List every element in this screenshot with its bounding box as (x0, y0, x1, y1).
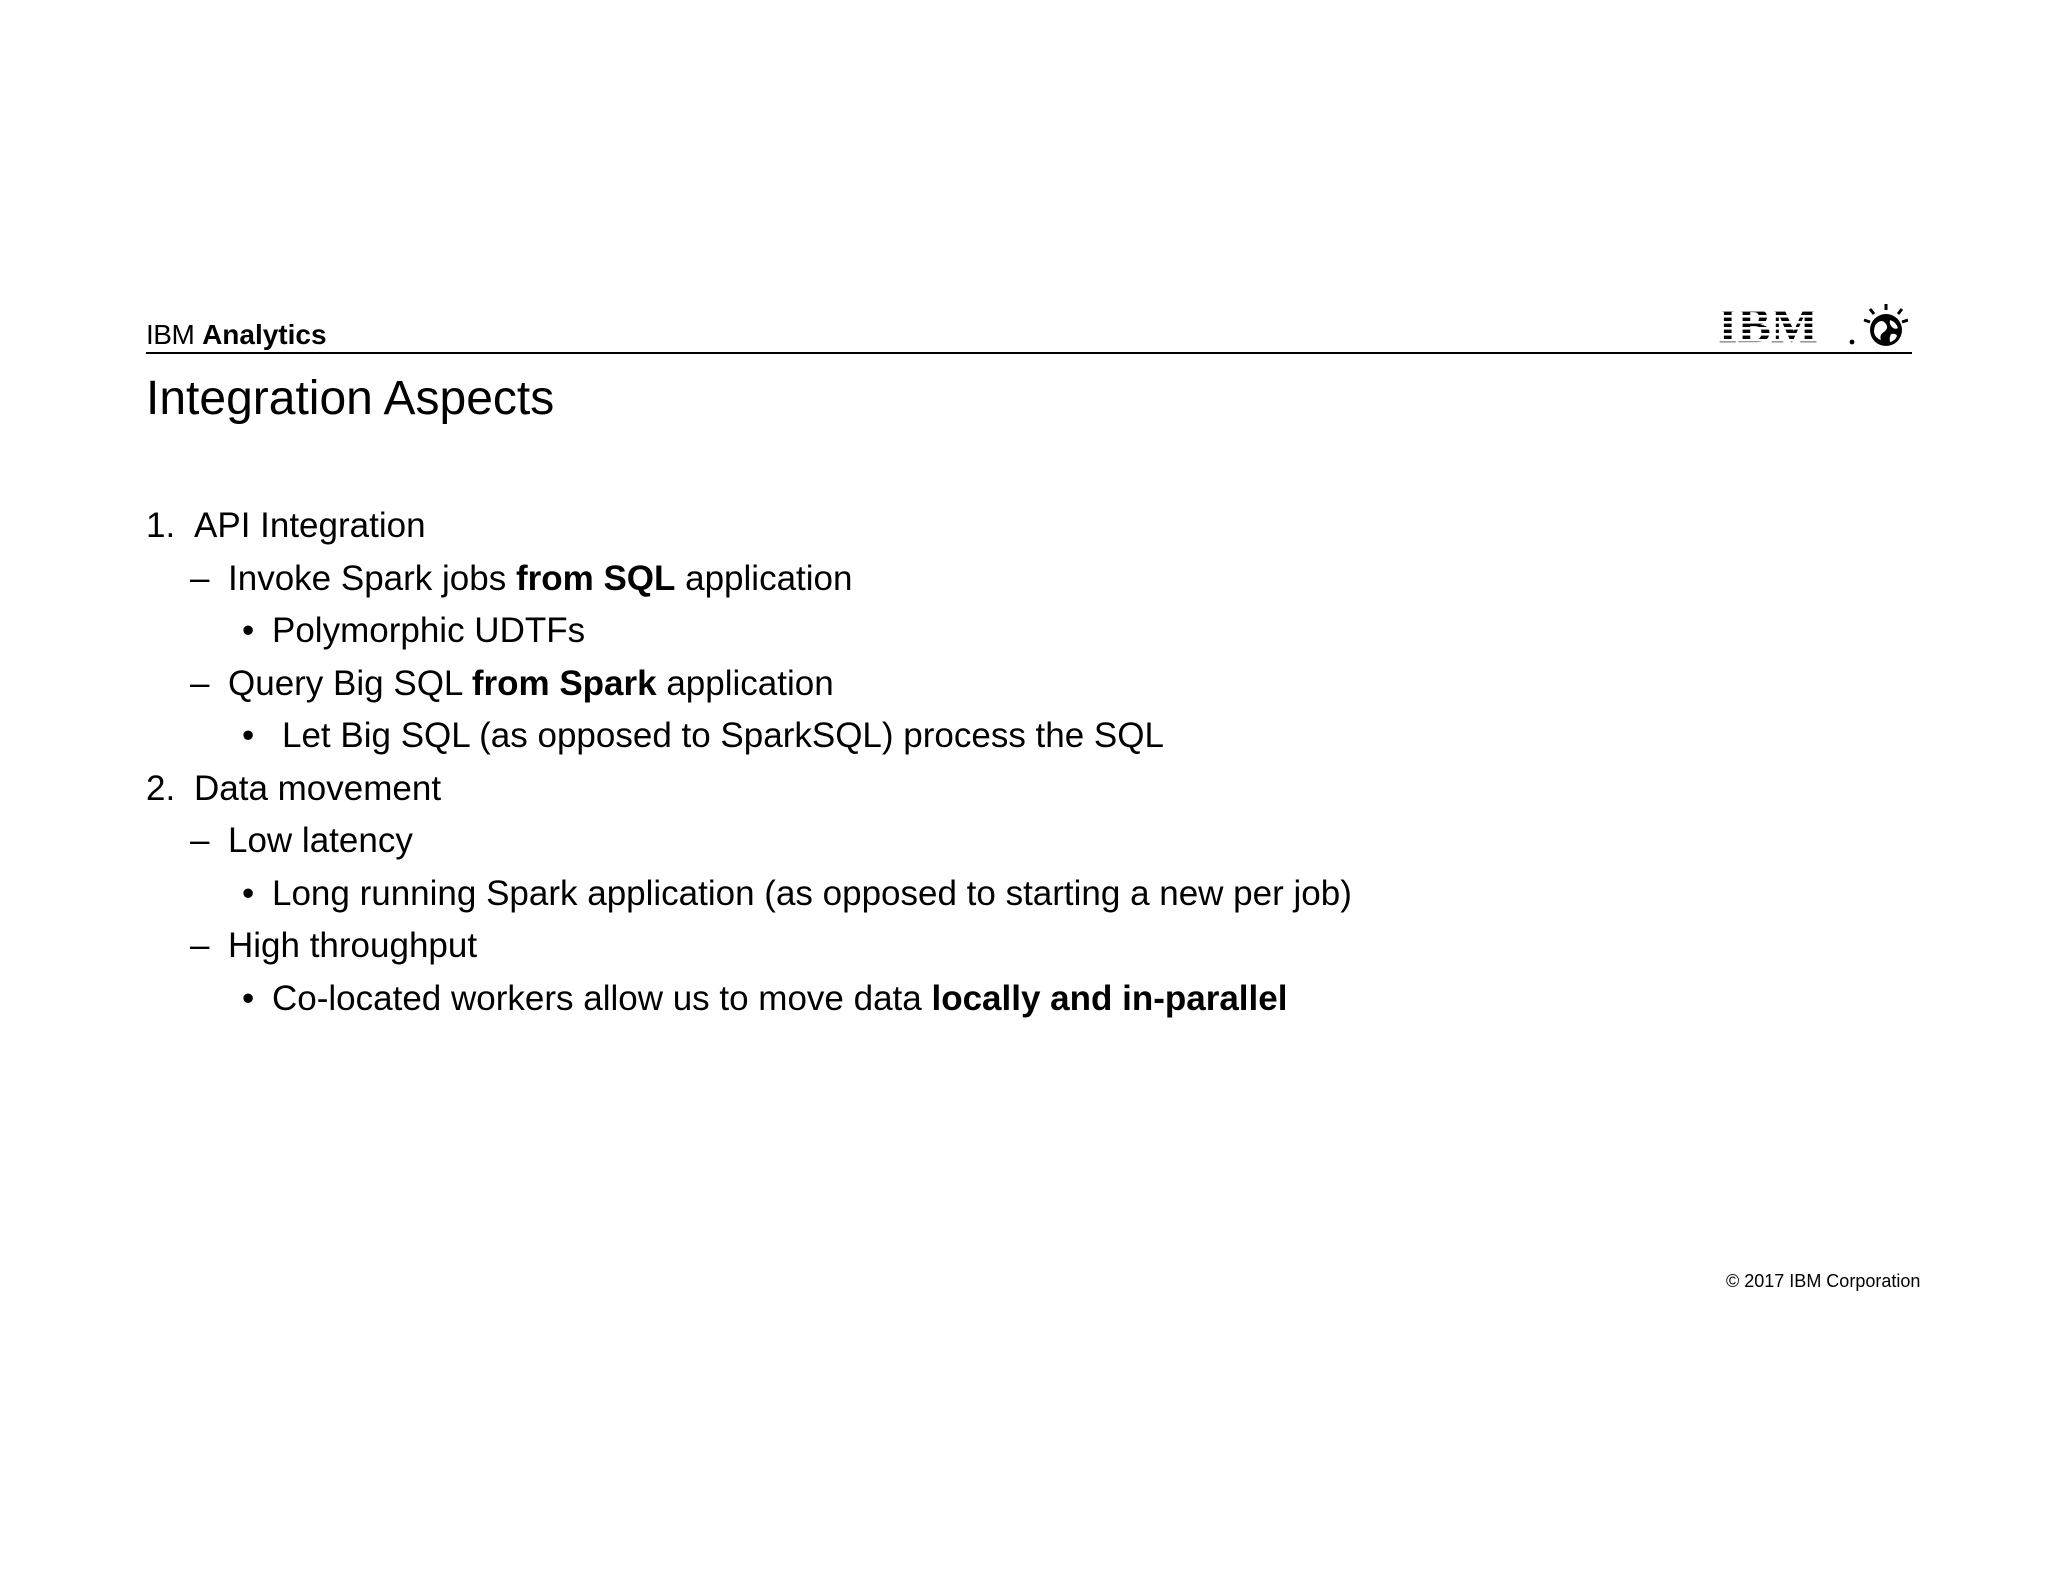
list-item-text: Long running Spark application (as opposed to starting a new per job) (272, 873, 1352, 913)
emphasis: locally and in-parallel (931, 978, 1288, 1018)
emphasis: from SQL (515, 558, 676, 598)
list-item-text: High throughput (228, 926, 478, 965)
list-number: 2. (146, 768, 176, 808)
copyright-notice: © 2017 IBM Corporation (1726, 1271, 1921, 1291)
dash-bullet: – (190, 926, 210, 965)
list-item-text: Low latency (228, 821, 413, 860)
emphasis: from Spark (471, 663, 657, 703)
dash-bullet: – (190, 663, 210, 703)
list-item-text: Data movement (194, 768, 442, 808)
list-item-text: Polymorphic UDTFs (272, 611, 586, 650)
list-item-text: Co-located workers allow us to move data locally and in-parallel (272, 978, 1288, 1018)
dot-bullet: • (242, 611, 255, 650)
header-divider (146, 352, 1912, 354)
dash-bullet: – (190, 821, 210, 860)
slide-title: Integration Aspects (146, 372, 555, 425)
list-item-text: Query Big SQL from Spark application (228, 663, 834, 703)
ibm-logo-icon (1718, 300, 1908, 350)
list-item-text: Let Big SQL (as opposed to SparkSQL) process the SQL (282, 716, 1164, 755)
dot-bullet: • (242, 873, 255, 913)
dot-bullet: • (242, 716, 255, 755)
brand-prefix: IBM (146, 319, 195, 350)
brand-name: Analytics (202, 319, 327, 350)
brand-wordmark (146, 320, 327, 350)
list-item-text: Invoke Spark jobs from SQL application (228, 558, 853, 598)
dot-bullet: • (242, 978, 255, 1018)
list-number: 1. (146, 506, 176, 545)
globe-icon (1864, 304, 1908, 346)
list-item-text: API Integration (194, 506, 426, 545)
dash-bullet: – (190, 558, 210, 598)
